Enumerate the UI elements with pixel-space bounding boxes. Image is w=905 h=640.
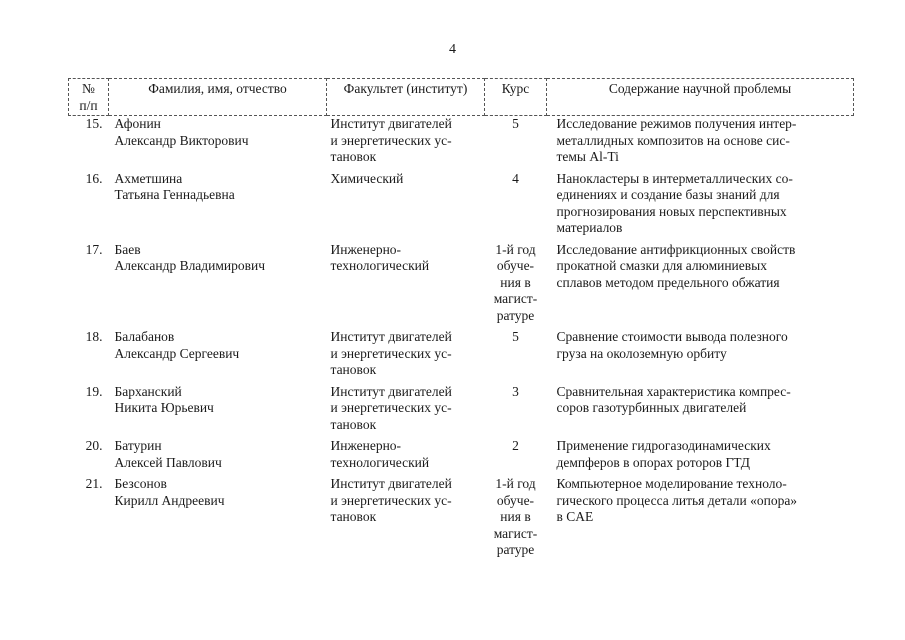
course	[485, 242, 547, 330]
faculty-line: технологический	[330, 258, 430, 273]
table-row	[69, 384, 854, 439]
student-name-line: Никита Юрьевич	[114, 400, 214, 415]
course-line: ратуре	[496, 542, 535, 557]
faculty-line: тановок	[330, 509, 377, 524]
faculty	[327, 242, 485, 330]
research-topic	[547, 384, 854, 439]
faculty	[327, 116, 485, 171]
course-line: 3	[512, 383, 519, 399]
research-topic-line: материалов	[556, 220, 623, 235]
table-body	[69, 116, 854, 564]
course-line: 1-й год	[495, 476, 536, 491]
student-name-line: Афонин	[114, 116, 161, 131]
header-faculty: Факультет (институт)	[327, 79, 485, 116]
faculty-line: и энергетических ус-	[330, 345, 452, 361]
header-name: Фамилия, имя, отчество	[109, 79, 327, 116]
faculty-line: тановок	[330, 149, 377, 164]
student-name-line: Александр Сергеевич	[114, 345, 240, 361]
row-number: 17.	[85, 241, 103, 257]
research-topic-line: прогнозирования новых перспективных	[556, 203, 787, 219]
faculty-line: Институт двигателей	[330, 329, 452, 344]
faculty	[327, 476, 485, 564]
research-topic	[547, 329, 854, 384]
faculty-line: Инженерно-	[330, 438, 402, 453]
student-name	[109, 384, 327, 439]
student-name-line: Александр Владимирович	[114, 258, 266, 273]
course-line: ния в	[500, 509, 531, 524]
student-name	[109, 438, 327, 476]
row-number: 20.	[85, 438, 103, 453]
faculty-line: Химический	[330, 170, 404, 186]
research-topic	[547, 116, 854, 171]
faculty	[327, 329, 485, 384]
research-topic	[547, 438, 854, 476]
research-topic-line: темы Al-Ti	[556, 149, 619, 164]
research-topic-line: единениях и создание базы знаний для	[556, 187, 780, 202]
student-name-line: Ахметшина	[114, 170, 183, 186]
header-topic: Содержание научной проблемы	[547, 79, 854, 116]
research-topic-line: сплавов методом предельного обжатия	[556, 274, 780, 290]
header-course: Курс	[485, 79, 547, 116]
faculty	[327, 438, 485, 476]
header-num-line: №	[82, 81, 95, 96]
research-topic-line: Компьютерное моделирование техноло-	[556, 476, 787, 491]
research-topic-line: гического процесса литья детали «опора»	[556, 492, 798, 508]
research-topic-line: Исследование антифрикционных свойств	[556, 241, 796, 257]
course-line: ратуре	[496, 307, 535, 323]
student-name	[109, 242, 327, 330]
course	[485, 116, 547, 171]
row-number: 15.	[85, 116, 103, 131]
course-line: ния в	[500, 274, 531, 290]
course-line: 2	[512, 438, 519, 453]
student-name	[109, 476, 327, 564]
faculty-line: Институт двигателей	[330, 476, 452, 491]
student-name-line: Батурин	[114, 438, 162, 453]
student-name-line: Алексей Павлович	[114, 454, 222, 470]
student-name	[109, 116, 327, 171]
research-topic	[547, 171, 854, 242]
faculty-line: Институт двигателей	[330, 383, 452, 399]
student-name-line: Баев	[114, 241, 141, 257]
header-row	[69, 79, 854, 116]
course-line: 1-й год	[495, 241, 536, 257]
row-number: 18.	[85, 329, 103, 344]
course-line: 4	[512, 170, 519, 186]
course	[485, 476, 547, 564]
student-name	[109, 329, 327, 384]
student-name-line: Кирилл Андреевич	[114, 492, 225, 508]
header-num	[69, 79, 109, 116]
table-row	[69, 329, 854, 384]
course-line: 5	[512, 116, 519, 131]
faculty-line: и энергетических ус-	[330, 400, 452, 415]
row-number: 19.	[85, 383, 103, 399]
student-name-line: Александр Викторович	[114, 132, 249, 148]
student-name-line: Безсонов	[114, 476, 167, 491]
course	[485, 171, 547, 242]
student-name-line: Татьяна Геннадьевна	[114, 187, 235, 202]
row-number: 21.	[85, 476, 103, 491]
table-row	[69, 171, 854, 242]
table-row	[69, 116, 854, 171]
course	[485, 384, 547, 439]
table-row	[69, 242, 854, 330]
research-topic-line: соров газотурбинных двигателей	[556, 400, 747, 415]
student-name-line: Барханский	[114, 383, 182, 399]
students-table	[68, 78, 854, 564]
faculty	[327, 384, 485, 439]
faculty-line: и энергетических ус-	[330, 492, 452, 508]
research-topic-line: металлидных композитов на основе сис-	[556, 132, 790, 148]
student-name-line: Балабанов	[114, 329, 175, 344]
faculty-line: технологический	[330, 454, 430, 470]
research-topic-line: Исследование режимов получения интер-	[556, 116, 797, 131]
faculty	[327, 171, 485, 242]
research-topic	[547, 476, 854, 564]
research-topic-line: Сравнение стоимости вывода полезного	[556, 329, 788, 344]
research-topic	[547, 242, 854, 330]
course-line: обуче-	[496, 258, 535, 273]
research-topic-line: груза на околоземную орбиту	[556, 345, 727, 361]
table-header	[69, 79, 854, 116]
research-topic-line: Применение гидрогазодинамических	[556, 438, 771, 453]
course	[485, 438, 547, 476]
faculty-line: тановок	[330, 362, 377, 377]
research-topic-line: Нанокластеры в интерметаллических со-	[556, 170, 793, 186]
faculty-line: Институт двигателей	[330, 116, 452, 131]
course-line: магист-	[493, 291, 538, 306]
research-topic-line: Сравнительная характеристика компрес-	[556, 383, 791, 399]
faculty-line: и энергетических ус-	[330, 132, 452, 148]
course-line: 5	[512, 329, 519, 344]
faculty-line: Инженерно-	[330, 241, 402, 257]
faculty-line: тановок	[330, 416, 377, 432]
student-name	[109, 171, 327, 242]
course	[485, 329, 547, 384]
table-row	[69, 438, 854, 476]
row-number: 16.	[85, 170, 103, 186]
table-row	[69, 476, 854, 564]
research-topic-line: демпферов в опорах роторов ГТД	[556, 454, 750, 470]
course-line: обуче-	[496, 492, 535, 508]
header-num-line: п/п	[79, 97, 98, 113]
page-number: 4	[449, 42, 456, 57]
research-topic-line: прокатной смазки для алюминиевых	[556, 258, 767, 273]
course-line: магист-	[493, 525, 538, 541]
research-topic-line: в CAE	[556, 509, 594, 524]
